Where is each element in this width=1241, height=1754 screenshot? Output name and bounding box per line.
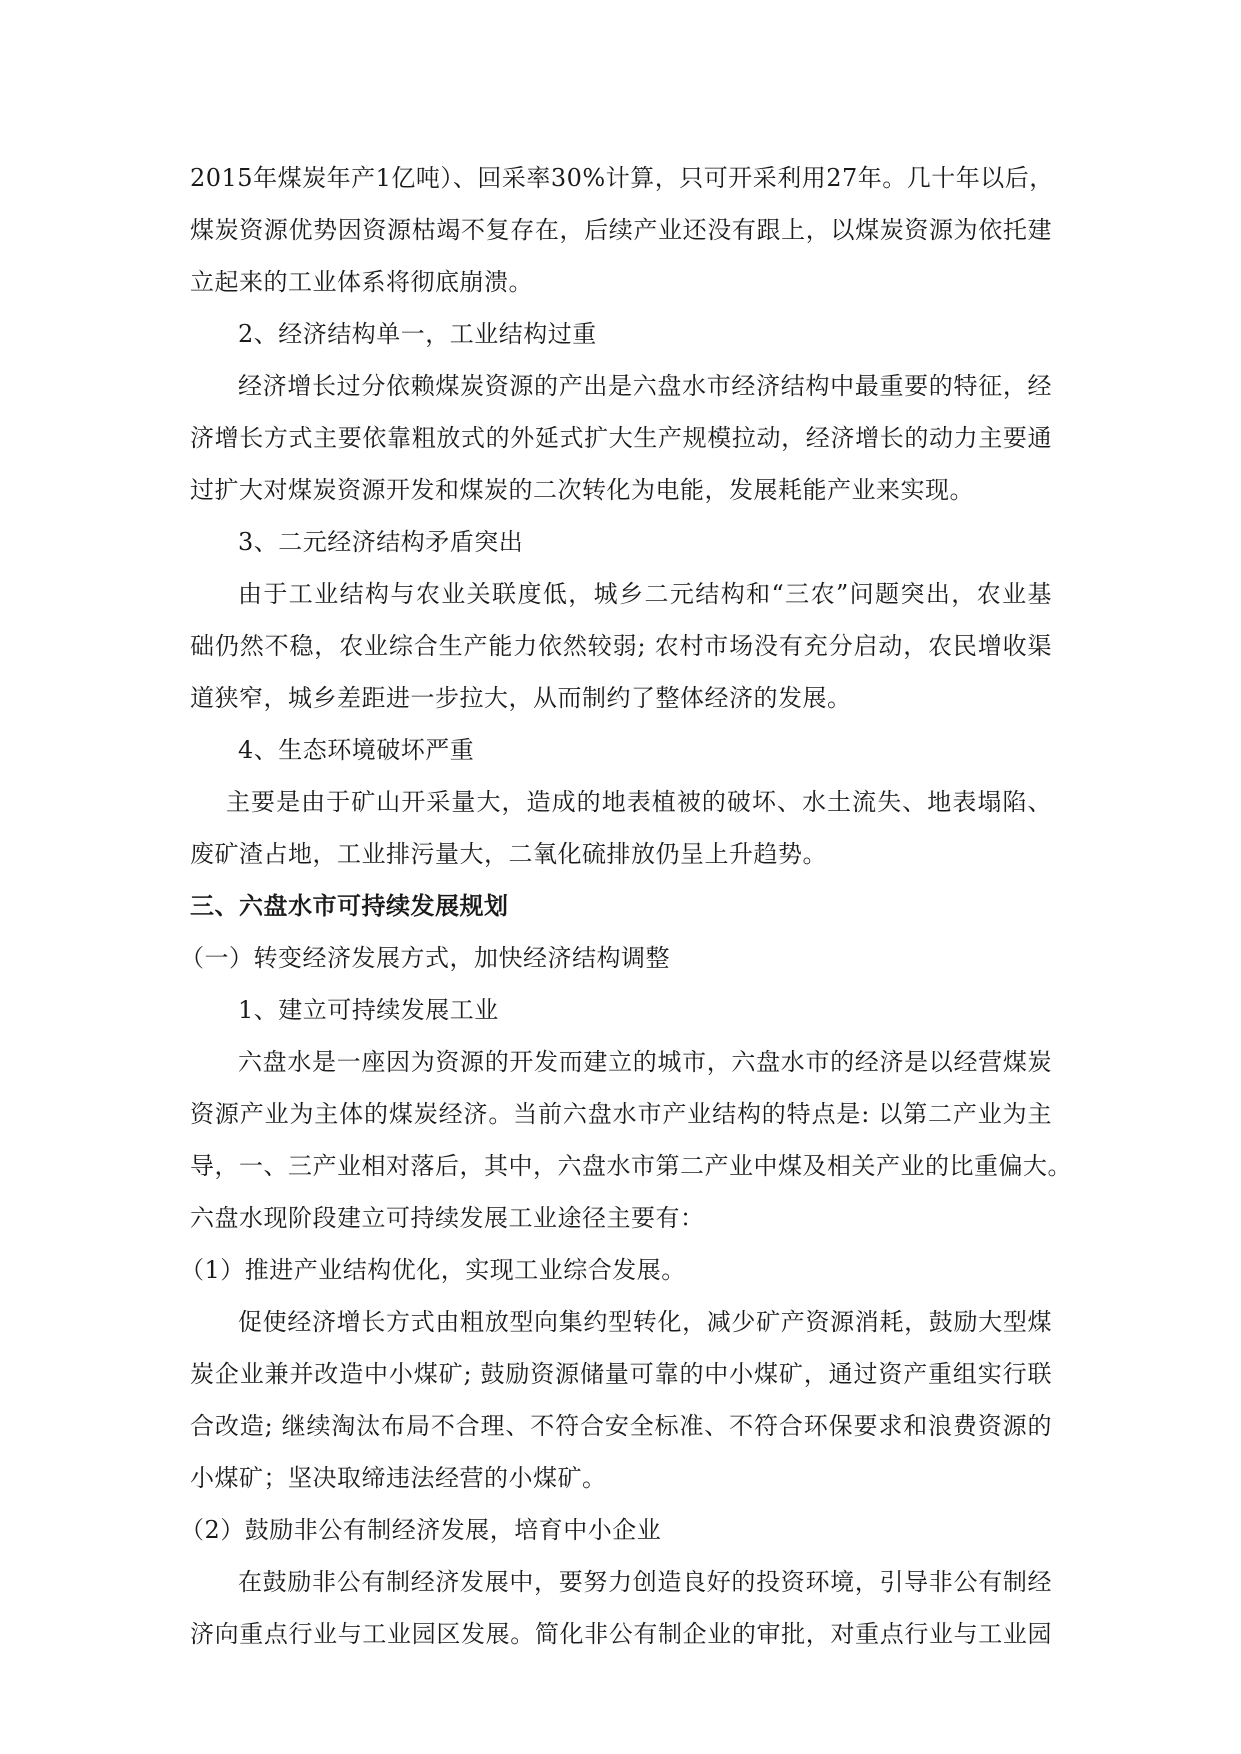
paragraph-line: 济增长方式主要依靠粗放式的外延式扩大生产规模拉动，经济增长的动力主要通 bbox=[190, 424, 1052, 452]
paragraph-line: 础仍然不稳，农业综合生产能力依然较弱; 农村市场没有充分启动，农民增收渠 bbox=[190, 632, 1052, 660]
subsection-heading: （1）推进产业结构优化，实现工业综合发展。 bbox=[180, 1256, 686, 1284]
paragraph-line: 道狭窄，城乡差距进一步拉大，从而制约了整体经济的发展。 bbox=[190, 684, 852, 712]
paragraph-line: 废矿渣占地，工业排污量大，二氧化硫排放仍呈上升趋势。 bbox=[190, 840, 827, 868]
subsection-heading: （2）鼓励非公有制经济发展，培育中小企业 bbox=[180, 1516, 662, 1544]
paragraph-line: 立起来的工业体系将彻底崩溃。 bbox=[190, 268, 533, 296]
paragraph-line: 经济增长过分依赖煤炭资源的产出是六盘水市经济结构中最重要的特征，经 bbox=[238, 372, 1052, 400]
subsection-heading: （一）转变经济发展方式，加快经济结构调整 bbox=[180, 944, 670, 972]
paragraph-line: 过扩大对煤炭资源开发和煤炭的二次转化为电能，发展耗能产业来实现。 bbox=[190, 476, 974, 504]
section-heading: 2、经济结构单一，工业结构过重 bbox=[238, 320, 597, 348]
paragraph-line: 合改造; 继续淘汰布局不合理、不符合安全标准、不符合环保要求和浪费资源的 bbox=[190, 1412, 1052, 1440]
section-heading: 3、二元经济结构矛盾突出 bbox=[238, 528, 524, 556]
paragraph-line: 在鼓励非公有制经济发展中，要努力创造良好的投资环境，引导非公有制经 bbox=[238, 1568, 1052, 1596]
section-heading: 4、生态环境破坏严重 bbox=[238, 736, 475, 764]
paragraph-line: 促使经济增长方式由粗放型向集约型转化，减少矿产资源消耗，鼓励大型煤 bbox=[238, 1308, 1052, 1336]
paragraph-line: 资源产业为主体的煤炭经济。当前六盘水市产业结构的特点是: 以第二产业为主 bbox=[190, 1100, 1052, 1128]
paragraph-line: 炭企业兼并改造中小煤矿; 鼓励资源储量可靠的中小煤矿，通过资产重组实行联 bbox=[190, 1360, 1052, 1388]
section-heading: 1、建立可持续发展工业 bbox=[238, 996, 499, 1024]
paragraph-line: 主要是由于矿山开采量大，造成的地表植被的破坏、水土流失、地表塌陷、 bbox=[226, 788, 1052, 816]
chapter-heading: 三、六盘水市可持续发展规划 bbox=[190, 892, 509, 920]
paragraph-line: 小煤矿；坚决取缔违法经营的小煤矿。 bbox=[190, 1464, 607, 1492]
paragraph-line: 煤炭资源优势因资源枯竭不复存在，后续产业还没有跟上，以煤炭资源为依托建 bbox=[190, 216, 1052, 244]
paragraph-line: 六盘水现阶段建立可持续发展工业途径主要有： bbox=[190, 1204, 705, 1232]
paragraph-line: 2015年煤炭年产1亿吨）、回采率30%计算，只可开采利用27年。几十年以后， bbox=[190, 164, 1054, 192]
paragraph-line: 由于工业结构与农业关联度低，城乡二元结构和“三农”问题突出，农业基 bbox=[238, 580, 1052, 608]
paragraph-line: 导，一、三产业相对落后，其中，六盘水市第二产业中煤及相关产业的比重偏大。 bbox=[190, 1152, 1072, 1180]
paragraph-line: 六盘水是一座因为资源的开发而建立的城市，六盘水市的经济是以经营煤炭 bbox=[238, 1048, 1052, 1076]
paragraph-line: 济向重点行业与工业园区发展。简化非公有制企业的审批，对重点行业与工业园 bbox=[190, 1620, 1052, 1648]
